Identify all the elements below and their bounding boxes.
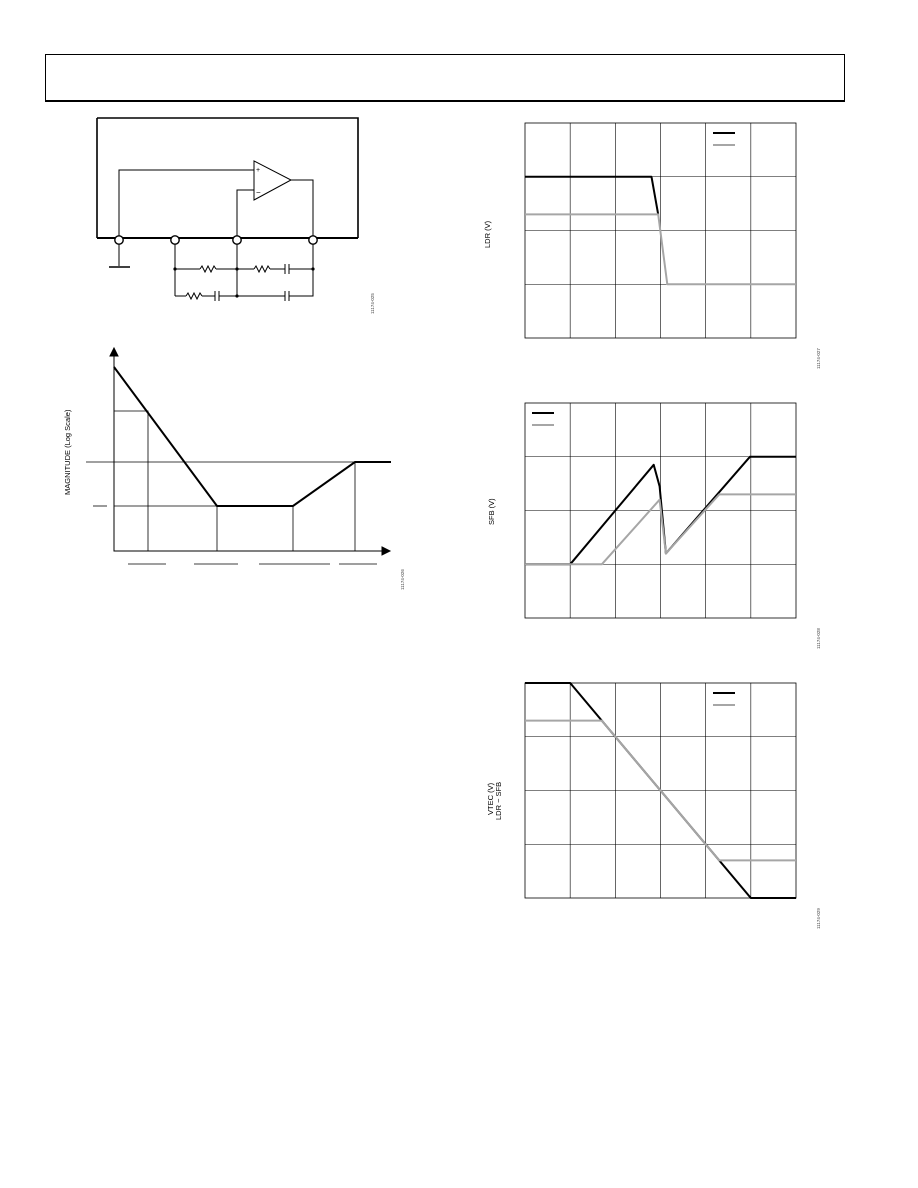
magnitude-curve bbox=[114, 367, 391, 506]
resistor-1 bbox=[200, 266, 216, 272]
ldr-chart-ylabel: LDR (V) bbox=[483, 220, 492, 248]
bode-figure-code: 11174-026 bbox=[400, 569, 405, 590]
vtec-chart-ylabel2: LDR − SFB bbox=[494, 781, 503, 820]
sfb-chart bbox=[470, 395, 830, 655]
series-line-black bbox=[525, 177, 658, 215]
x-axis-arrow bbox=[382, 547, 390, 555]
pin-3 bbox=[233, 236, 241, 244]
y-axis-arrow bbox=[110, 348, 118, 356]
pin-4 bbox=[309, 236, 317, 244]
ldr-chart-figure-code: 11174-027 bbox=[816, 348, 821, 369]
bode-axes bbox=[114, 350, 388, 551]
resistor-3 bbox=[186, 293, 202, 299]
pin-2 bbox=[171, 236, 179, 244]
bode-ylabel: MAGNITUDE (Log Scale) bbox=[63, 409, 72, 495]
opamp-plus-label: + bbox=[256, 167, 261, 174]
resistor-2 bbox=[254, 266, 270, 272]
sfb-chart-legend bbox=[532, 413, 554, 425]
chip-outline bbox=[97, 118, 358, 238]
capacitor-2 bbox=[215, 291, 219, 301]
vtec-chart bbox=[470, 675, 830, 935]
ldr-chart-legend bbox=[713, 133, 735, 145]
capacitor-3 bbox=[285, 291, 289, 301]
capacitor-1 bbox=[285, 264, 289, 274]
bode-plot bbox=[55, 340, 415, 600]
vtec-chart-figure-code: 11174-029 bbox=[816, 908, 821, 929]
vtec-chart-ylabel: VTEC (V) bbox=[486, 782, 495, 815]
circuit-diagram bbox=[80, 110, 380, 320]
pin-1 bbox=[115, 236, 123, 244]
vtec-chart-legend bbox=[713, 693, 735, 705]
opamp-minus-label: − bbox=[256, 188, 261, 197]
page-header-box bbox=[45, 54, 845, 102]
sfb-chart-ylabel: SFB (V) bbox=[487, 498, 496, 525]
ldr-chart bbox=[470, 115, 830, 375]
circuit-figure-code: 11174-025 bbox=[370, 293, 375, 314]
sfb-chart-figure-code: 11174-028 bbox=[816, 628, 821, 649]
